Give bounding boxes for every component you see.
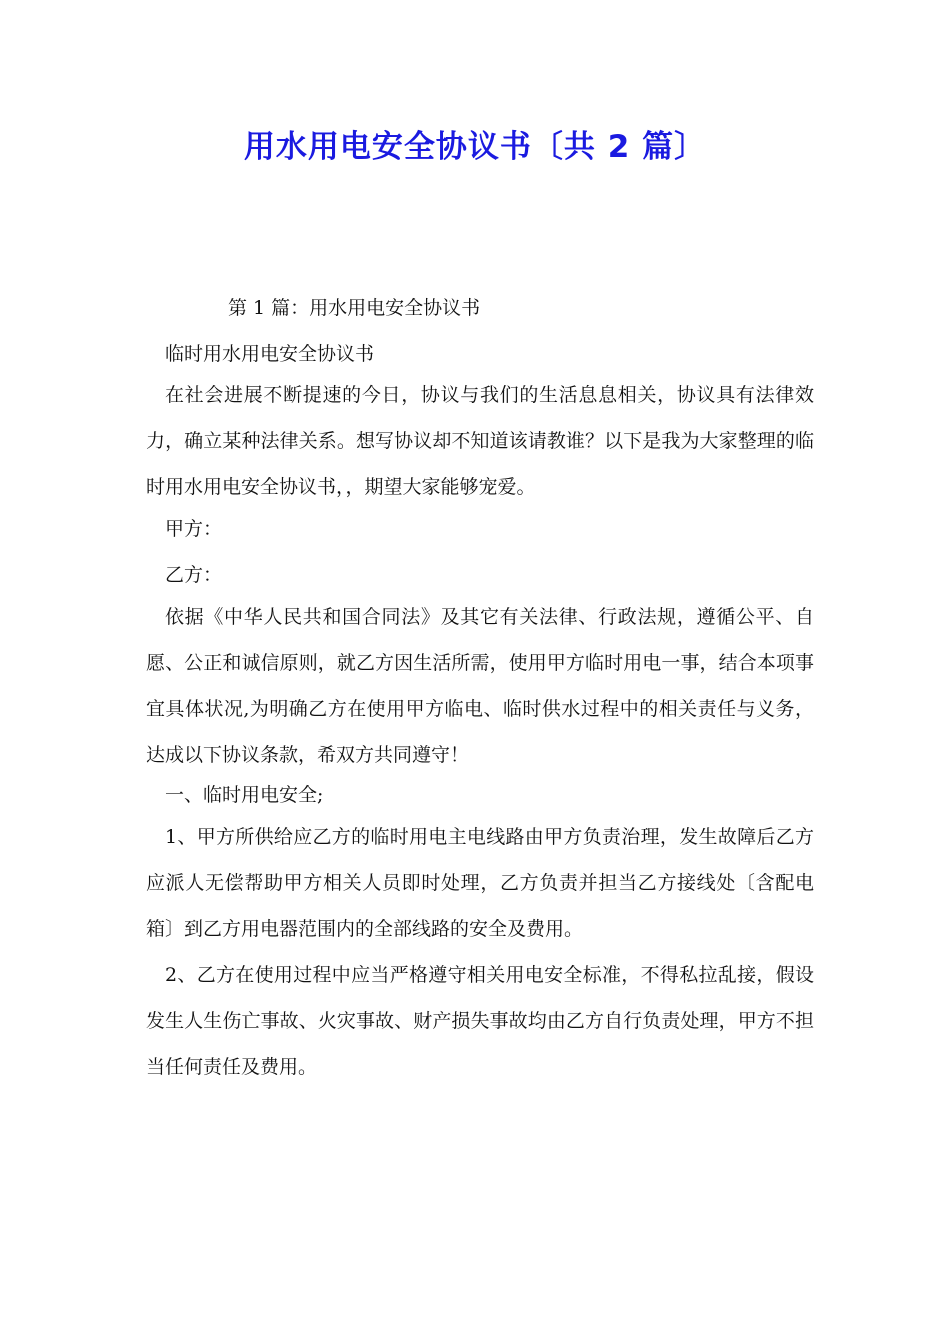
clause-2-paragraph: 2、乙方在使用过程中应当严格遵守相关用电安全标准，不得私拉乱接，假设发生人生伤亡事故、火灾事故、财产损失事故均由乙方自行负责处理，甲方不担当任何责任及费用。 [146, 964, 814, 1078]
document-title: 用水用电安全协议书〔共 2 篇〕 [243, 129, 707, 165]
agreement-heading: 临时用水用电安全协议书 [165, 343, 375, 365]
party-a-label: 甲方： [165, 518, 223, 540]
clause-1-paragraph: 1、甲方所供给应乙方的临时用电主电线路由甲方负责治理，发生故障后乙方应派人无偿帮助甲方相关人员即时处理，乙方负责并担当乙方接线处〔含配电箱〕到乙方用电器范围内的全部线路的安全及费用。 [146, 826, 814, 940]
chapter-subtitle: 第 1 篇：用水用电安全协议书 [228, 297, 481, 319]
intro-paragraph: 在社会进展不断提速的今日，协议与我们的生活息息相关，协议具有法律效力，确立某种法律关系。想写协议却不知道该请教谁？以下是我为大家整理的临时用水用电安全协议书，，期望大家能够宠爱。 [146, 384, 814, 498]
party-b-label: 乙方： [165, 564, 223, 586]
basis-paragraph: 依据《中华人民共和国合同法》及其它有关法律、行政法规，遵循公平、自愿、公正和诚信原则，就乙方因生活所需，使用甲方临时用电一事，结合本项事宜具体状况,为明确乙方在使用甲方临电、临时供水过程中的相关责任与义务，达成以下协议条款，希双方共同遵守！ [146, 606, 814, 766]
section-one-heading: 一、临时用电安全; [165, 784, 324, 806]
